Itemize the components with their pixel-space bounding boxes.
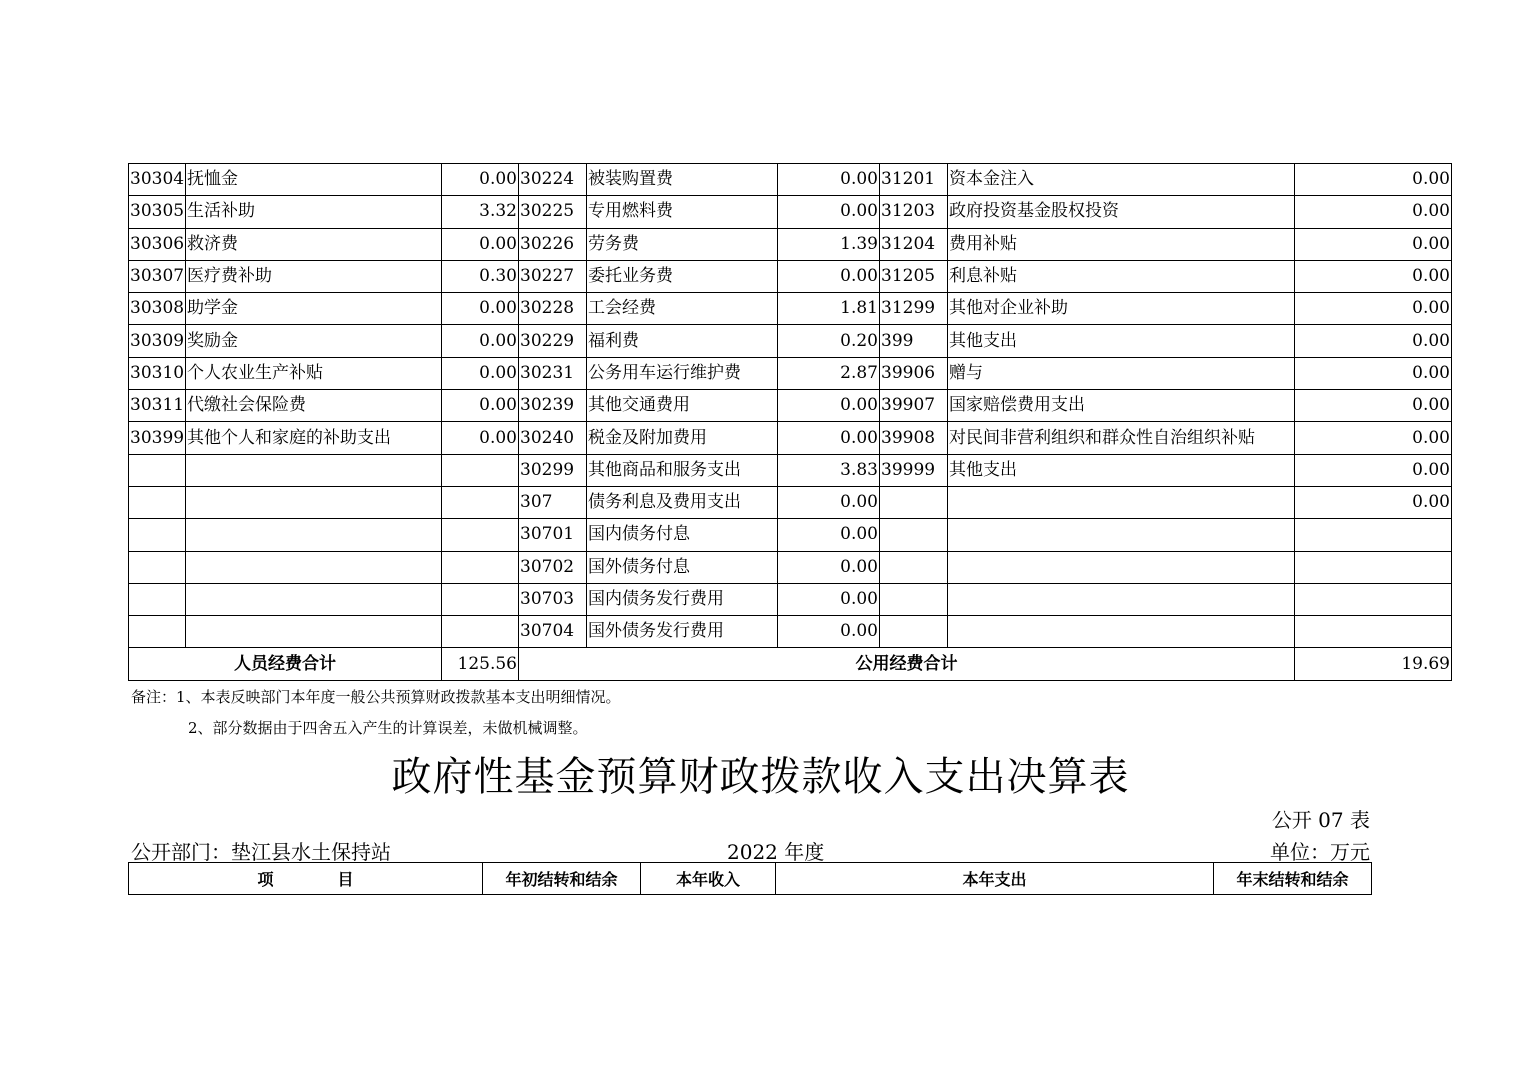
table-row — [129, 196, 1452, 228]
other-code: 39999 — [880, 454, 948, 486]
table-body — [129, 164, 1452, 648]
table-row — [129, 519, 1452, 551]
personnel-amount: 0.30 — [442, 260, 519, 292]
public-amount: 0.00 — [778, 519, 880, 551]
table-row — [129, 422, 1452, 454]
public-code: 30703 — [519, 583, 587, 615]
personnel-name — [186, 486, 442, 518]
other-amount — [1295, 551, 1452, 583]
personnel-name — [186, 551, 442, 583]
table-row — [129, 260, 1452, 292]
other-amount — [1295, 583, 1452, 615]
personnel-name: 救济费 — [186, 228, 442, 260]
other-amount: 0.00 — [1295, 390, 1452, 422]
other-amount — [1295, 519, 1452, 551]
other-code: 39908 — [880, 422, 948, 454]
unit-label: 单位：万元 — [1270, 840, 1370, 864]
public-amount: 0.00 — [778, 164, 880, 196]
public-name: 国外债务付息 — [587, 551, 778, 583]
personnel-name: 生活补助 — [186, 196, 442, 228]
public-amount: 1.81 — [778, 293, 880, 325]
personnel-code — [129, 454, 186, 486]
public-name: 被装购置费 — [587, 164, 778, 196]
public-amount: 0.00 — [778, 486, 880, 518]
public-code: 30225 — [519, 196, 587, 228]
personnel-code: 30306 — [129, 228, 186, 260]
public-code: 30299 — [519, 454, 587, 486]
other-amount — [1295, 616, 1452, 648]
header-annual-income: 本年收入 — [641, 863, 776, 895]
table-row — [129, 325, 1452, 357]
personnel-amount — [442, 486, 519, 518]
personnel-name: 奖励金 — [186, 325, 442, 357]
public-amount: 2.87 — [778, 357, 880, 389]
public-total-label: 公用经费合计 — [519, 648, 1295, 680]
personnel-name: 抚恤金 — [186, 164, 442, 196]
other-code — [880, 616, 948, 648]
personnel-name — [186, 454, 442, 486]
personnel-amount — [442, 583, 519, 615]
other-name: 资本金注入 — [948, 164, 1295, 196]
page-title: 政府性基金预算财政拨款收入支出决算表 — [391, 754, 1130, 800]
public-amount: 0.00 — [778, 583, 880, 615]
other-amount: 0.00 — [1295, 260, 1452, 292]
personnel-amount — [442, 519, 519, 551]
table-row — [129, 293, 1452, 325]
table-row — [129, 616, 1452, 648]
personnel-total-value: 125.56 — [442, 648, 519, 680]
other-code: 399 — [880, 325, 948, 357]
other-amount: 0.00 — [1295, 164, 1452, 196]
other-code: 31205 — [880, 260, 948, 292]
personnel-amount: 0.00 — [442, 164, 519, 196]
public-amount: 3.83 — [778, 454, 880, 486]
personnel-amount: 0.00 — [442, 390, 519, 422]
public-name: 国内债务发行费用 — [587, 583, 778, 615]
basic-expenditure-detail-table — [128, 163, 1452, 681]
public-name: 税金及附加费用 — [587, 422, 778, 454]
header-row — [129, 863, 1372, 895]
other-name: 其他支出 — [948, 454, 1295, 486]
personnel-amount — [442, 551, 519, 583]
table-row — [129, 164, 1452, 196]
public-name: 委托业务费 — [587, 260, 778, 292]
public-amount: 1.39 — [778, 228, 880, 260]
other-amount: 0.00 — [1295, 357, 1452, 389]
other-name: 其他对企业补助 — [948, 293, 1295, 325]
public-code: 30701 — [519, 519, 587, 551]
header-opening-balance: 年初结转和结余 — [483, 863, 641, 895]
note-line-1: 备注：1、本表反映部门本年度一般公共预算财政拨款基本支出明细情况。 — [131, 688, 621, 706]
table-row — [129, 583, 1452, 615]
personnel-amount: 0.00 — [442, 293, 519, 325]
other-name: 赠与 — [948, 357, 1295, 389]
personnel-code: 30308 — [129, 293, 186, 325]
fund-budget-table-header — [128, 862, 1372, 895]
public-name: 其他商品和服务支出 — [587, 454, 778, 486]
note-line-2: 2、部分数据由于四舍五入产生的计算误差，未做机械调整。 — [188, 719, 588, 737]
personnel-code — [129, 486, 186, 518]
personnel-amount: 0.00 — [442, 228, 519, 260]
other-name — [948, 486, 1295, 518]
personnel-code: 30305 — [129, 196, 186, 228]
other-name: 费用补贴 — [948, 228, 1295, 260]
public-name: 其他交通费用 — [587, 390, 778, 422]
personnel-amount: 3.32 — [442, 196, 519, 228]
personnel-name: 医疗费补助 — [186, 260, 442, 292]
personnel-code — [129, 519, 186, 551]
personnel-amount: 0.00 — [442, 357, 519, 389]
public-name: 债务利息及费用支出 — [587, 486, 778, 518]
department-label: 公开部门：垫江县水土保持站 — [131, 840, 391, 864]
other-amount: 0.00 — [1295, 228, 1452, 260]
public-code: 30702 — [519, 551, 587, 583]
public-name: 国外债务发行费用 — [587, 616, 778, 648]
fiscal-year: 2022 年度 — [727, 840, 825, 864]
personnel-code: 30307 — [129, 260, 186, 292]
other-amount: 0.00 — [1295, 293, 1452, 325]
other-amount: 0.00 — [1295, 486, 1452, 518]
table-row — [129, 228, 1452, 260]
other-amount: 0.00 — [1295, 196, 1452, 228]
other-code: 31203 — [880, 196, 948, 228]
public-code: 30224 — [519, 164, 587, 196]
personnel-name: 其他个人和家庭的补助支出 — [186, 422, 442, 454]
public-name: 国内债务付息 — [587, 519, 778, 551]
public-name: 公务用车运行维护费 — [587, 357, 778, 389]
personnel-code: 30310 — [129, 357, 186, 389]
personnel-name: 个人农业生产补贴 — [186, 357, 442, 389]
public-name: 专用燃料费 — [587, 196, 778, 228]
public-name: 工会经费 — [587, 293, 778, 325]
public-amount: 0.00 — [778, 422, 880, 454]
other-amount: 0.00 — [1295, 325, 1452, 357]
other-name — [948, 551, 1295, 583]
personnel-total-label: 人员经费合计 — [129, 648, 442, 680]
public-amount: 0.00 — [778, 196, 880, 228]
public-code: 307 — [519, 486, 587, 518]
public-total-value: 19.69 — [1295, 648, 1452, 680]
table-row — [129, 454, 1452, 486]
personnel-name: 代缴社会保险费 — [186, 390, 442, 422]
other-name: 政府投资基金股权投资 — [948, 196, 1295, 228]
other-amount: 0.00 — [1295, 454, 1452, 486]
header-closing-balance: 年末结转和结余 — [1214, 863, 1372, 895]
public-amount: 0.00 — [778, 260, 880, 292]
personnel-code: 30311 — [129, 390, 186, 422]
public-code: 30228 — [519, 293, 587, 325]
public-name: 劳务费 — [587, 228, 778, 260]
public-amount: 0.20 — [778, 325, 880, 357]
personnel-code — [129, 551, 186, 583]
table-row — [129, 357, 1452, 389]
other-code — [880, 583, 948, 615]
personnel-name: 助学金 — [186, 293, 442, 325]
other-code: 39906 — [880, 357, 948, 389]
other-code: 31201 — [880, 164, 948, 196]
header-item: 项 目 — [129, 863, 483, 895]
public-code: 30226 — [519, 228, 587, 260]
personnel-amount: 0.00 — [442, 325, 519, 357]
personnel-code — [129, 616, 186, 648]
public-code: 30239 — [519, 390, 587, 422]
public-code: 30240 — [519, 422, 587, 454]
other-name — [948, 519, 1295, 551]
public-code: 30704 — [519, 616, 587, 648]
public-code: 30231 — [519, 357, 587, 389]
personnel-code: 30399 — [129, 422, 186, 454]
other-amount: 0.00 — [1295, 422, 1452, 454]
personnel-code: 30304 — [129, 164, 186, 196]
other-name — [948, 583, 1295, 615]
table-row — [129, 551, 1452, 583]
table-row — [129, 390, 1452, 422]
public-amount: 0.00 — [778, 390, 880, 422]
other-name: 其他支出 — [948, 325, 1295, 357]
public-code: 30227 — [519, 260, 587, 292]
form-number: 公开 07 表 — [1271, 808, 1370, 832]
other-name: 国家赔偿费用支出 — [948, 390, 1295, 422]
personnel-name — [186, 583, 442, 615]
public-code: 30229 — [519, 325, 587, 357]
other-code: 31299 — [880, 293, 948, 325]
other-name: 对民间非营利组织和群众性自治组织补贴 — [948, 422, 1295, 454]
header-annual-expenditure: 本年支出 — [776, 863, 1214, 895]
other-name — [948, 616, 1295, 648]
table-row — [129, 486, 1452, 518]
public-amount: 0.00 — [778, 551, 880, 583]
personnel-code: 30309 — [129, 325, 186, 357]
public-amount: 0.00 — [778, 616, 880, 648]
public-name: 福利费 — [587, 325, 778, 357]
other-name: 利息补贴 — [948, 260, 1295, 292]
personnel-name — [186, 616, 442, 648]
other-code — [880, 519, 948, 551]
personnel-name — [186, 519, 442, 551]
personnel-amount — [442, 454, 519, 486]
personnel-amount: 0.00 — [442, 422, 519, 454]
other-code: 39907 — [880, 390, 948, 422]
personnel-code — [129, 583, 186, 615]
other-code — [880, 551, 948, 583]
personnel-amount — [442, 616, 519, 648]
other-code: 31204 — [880, 228, 948, 260]
other-code — [880, 486, 948, 518]
totals-row — [129, 648, 1452, 680]
